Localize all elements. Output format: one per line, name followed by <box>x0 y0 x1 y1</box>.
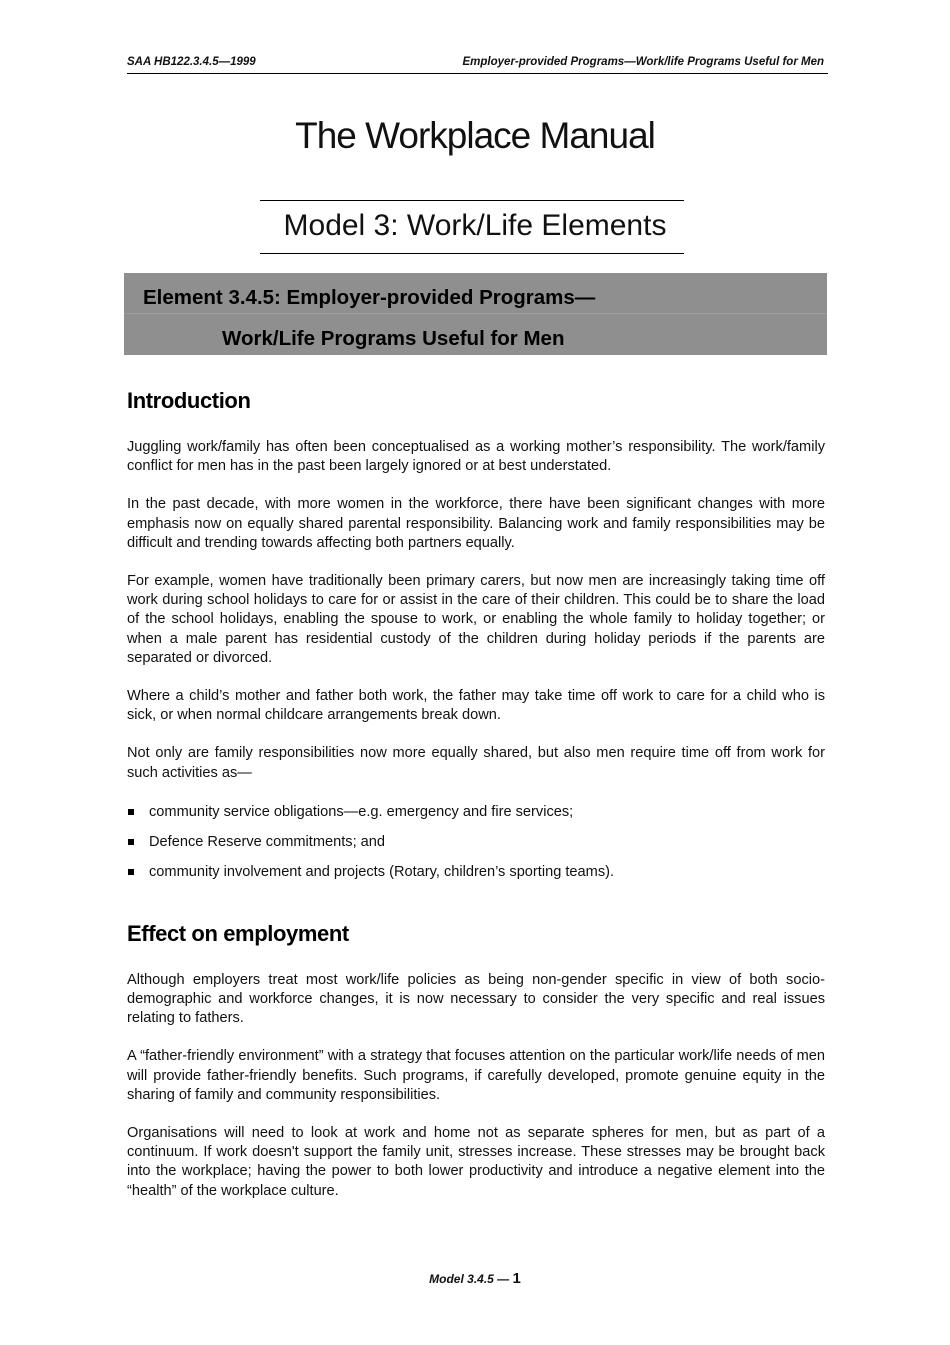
paragraph: A “father-friendly environment” with a strategy that focuses attention on the particular work/life needs of men will provide father-friendly benefits. Such programs, if carefully developed, promote genuine equity in the sharing of family and community responsibilities. <box>127 1048 825 1103</box>
paragraph: For example, women have traditionally been primary carers, but now men are increasingly taking time off work during school holidays to care for or assist in the care of their children. This could be to share the load of the school holidays, enabling the spouse to work, or enabling the whole family to holiday together; or when a male parent has residential custody of the children during holiday periods if the parents are separated or divorced. <box>127 573 825 666</box>
element-title-line1: Element 3.4.5: Employer-provided Programs— <box>143 286 596 309</box>
paragraph: Organisations will need to look at work and home not as separate spheres for men, but as part of a continuum. If work doesn't support the family unit, stresses increase. These stresses may be brought back into the workplace; having the power to both lower productivity and introduce a negative element into the “health” of the workplace culture. <box>127 1125 825 1199</box>
section-heading-introduction: Introduction <box>127 388 251 413</box>
list-item <box>127 863 825 882</box>
list-item-text: Defence Reserve commitments; and <box>149 833 386 850</box>
paragraph: Although employers treat most work/life policies as being non-gender specific in view of both socio-demographic and workforce changes, it is now necessary to consider the very specific and real issues relating to fathers. <box>127 971 825 1027</box>
page-footer <box>0 1270 950 1287</box>
section-heading-effect-on-employment: Effect on employment <box>127 920 349 946</box>
bullet-square-icon <box>128 809 134 815</box>
element-banner <box>124 273 827 355</box>
bullet-square-icon <box>128 839 134 845</box>
header-section-title: Employer-provided Programs—Work/life Programs Useful for Men <box>462 56 824 68</box>
element-title-line2: Work/Life Programs Useful for Men <box>222 327 565 350</box>
footer-label: Model 3.4.5 — <box>429 1272 510 1286</box>
list-item-text: community service obligations—e.g. emergency and fire services; <box>149 803 574 820</box>
paragraph: Not only are family responsibilities now more equally shared, but also men require time off from work for such activities as— <box>127 745 825 781</box>
bullet-square-icon <box>128 869 134 875</box>
paragraph: In the past decade, with more women in the workforce, there have been significant changes with more emphasis now on equally shared parental responsibility. Balancing work and family responsibilities may be difficult and trending towards affecting both partners equally. <box>127 496 825 551</box>
header-document-code: SAA HB122.3.4.5—1999 <box>127 56 256 68</box>
page-number: 1 <box>512 1270 521 1287</box>
manual-title: The Workplace Manual <box>295 115 655 156</box>
running-header <box>127 55 828 74</box>
page-content <box>127 388 825 1201</box>
banner-divider <box>124 313 827 314</box>
title-rule-top <box>260 200 684 201</box>
activity-list <box>127 803 825 882</box>
list-item <box>127 803 825 822</box>
paragraph: Juggling work/family has often been conceptualised as a working mother’s responsibility. The work/family conflict for men has in the past been largely ignored or at best understated. <box>127 439 825 475</box>
model-title: Model 3: Work/Life Elements <box>283 209 667 242</box>
list-item-text: community involvement and projects (Rotary, children’s sporting teams). <box>149 863 615 880</box>
list-item <box>127 833 825 852</box>
paragraph: Where a child’s mother and father both work, the father may take time off work to care for a child who is sick, or when normal childcare arrangements break down. <box>127 688 825 724</box>
title-rule-bottom <box>260 253 684 254</box>
